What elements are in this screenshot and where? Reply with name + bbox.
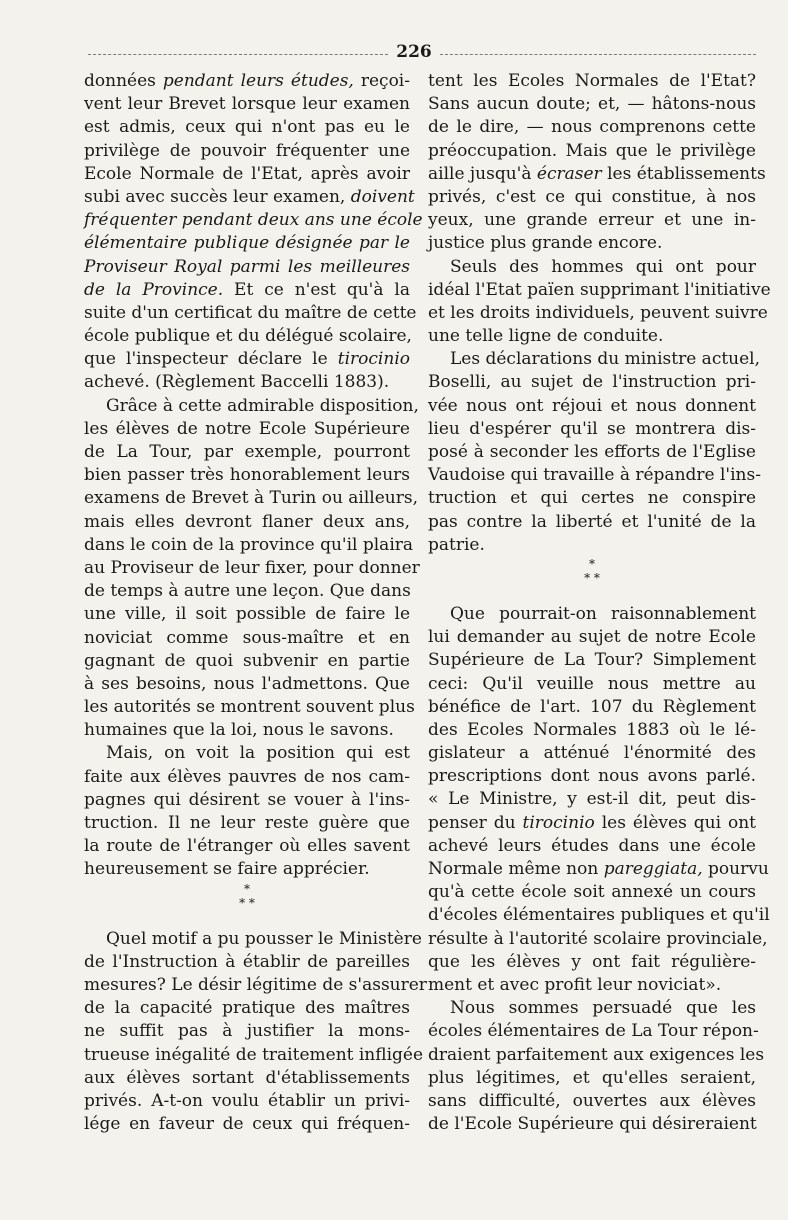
text-line: dans le coin de la province qu'il plaira [84, 534, 414, 555]
text-line: Supérieure de La Tour? Simplement [428, 650, 756, 671]
text-line: résulte à l'autorité scolaire provinciale, [428, 928, 768, 949]
text-line: vée nous ont réjoui et nous donnent [428, 395, 756, 416]
text-line: « Le Ministre, y est-il dit, peut dis- [428, 789, 756, 810]
text-line: privilège de pouvoir fréquenter une [84, 140, 410, 161]
text-line: pagnes qui désirent se vouer à l'ins- [84, 789, 410, 810]
section-separator: * * * [239, 881, 255, 910]
text-line: Quel motif a pu pousser le Ministère [106, 928, 422, 949]
text-line: Vaudoise qui travaille à répandre l'ins- [428, 465, 761, 486]
text-line: qu'à cette école soit annexé un cours [428, 882, 756, 903]
text-line: Nous sommes persuadé que les [450, 998, 756, 1019]
text-line: élémentaire publique désignée par le [84, 233, 410, 254]
text-line: idéal l'Etat païen supprimant l'initiative [428, 279, 771, 300]
text-line: de la capacité pratique des maîtres [84, 998, 410, 1019]
text-line: données pendant leurs études, reçoi- [84, 71, 410, 91]
text-line: faite aux élèves pauvres de nos cam- [84, 766, 410, 787]
text-line: les élèves de notre Ecole Supérieure [84, 418, 410, 439]
text-line: d'écoles élémentaires publiques et qu'il [428, 905, 770, 926]
text-line: lui demander au sujet de notre Ecole [428, 627, 756, 648]
text-line: noviciat comme sous-maître et en [84, 627, 410, 648]
text-line: les autorités se montrent souvent plus [84, 697, 415, 718]
text-line: patrie. [428, 534, 485, 555]
text-line: préoccupation. Mais que le privilège [428, 140, 756, 161]
text-line: de l'Instruction à établir de pareilles [84, 951, 410, 972]
text-line: Seuls des hommes qui ont pour [450, 256, 756, 277]
text-line: écoles élémentaires de La Tour répon- [428, 1021, 759, 1042]
text-line: Les déclarations du ministre actuel, [450, 349, 761, 370]
text-line: fréquenter pendant deux ans une école [84, 210, 423, 231]
page-number: 226 [396, 42, 432, 62]
text-line: Boselli, au sujet de l'instruction pri- [428, 372, 756, 393]
text-line: que les élèves y ont fait régulière- [428, 951, 756, 972]
text-line: à ses besoins, nous l'admettons. Que [84, 673, 410, 694]
text-line: ment et avec profit leur noviciat». [428, 974, 722, 995]
text-line: mesures? Le désir légitime de s'assurer [84, 974, 427, 995]
text-line: que l'inspecteur déclare le tirocinio [84, 349, 410, 370]
text-line: la route de l'étranger où elles savent [84, 836, 410, 857]
header-rule-right [440, 54, 756, 55]
text-line: justice plus grande encore. [428, 233, 663, 254]
text-line: mais elles devront flaner deux ans, [84, 511, 410, 532]
text-line: humaines que la loi, nous le savons. [84, 720, 394, 741]
text-line: trueuse inégalité de traitement infligée [84, 1044, 424, 1065]
text-line: Proviseur Royal parmi les meilleures [84, 256, 410, 277]
text-line: heureusement se faire apprécier. [84, 859, 370, 880]
text-line: de l'Ecole Supérieure qui désireraient [428, 1114, 757, 1135]
text-line: truction. Il ne leur reste guère que [84, 813, 410, 833]
text-line: Que pourrait-on raisonnablement [450, 603, 756, 624]
text-line: suite d'un certificat du maître de cette [84, 302, 417, 323]
text-line: de le dire, — nous comprenons cette [428, 117, 756, 138]
text-line: plus légitimes, et qu'elles seraient, [428, 1067, 756, 1088]
text-line: draient parfaitement aux exigences les [428, 1044, 765, 1065]
text-line: truction et qui certes ne conspire [428, 488, 756, 509]
text-line: une ville, il soit possible de faire le [84, 604, 410, 625]
text-line: subi avec succès leur examen, doivent [84, 186, 415, 207]
text-line: sans difficulté, ouvertes aux élèves [428, 1090, 756, 1111]
text-line: yeux, une grande erreur et une in- [428, 210, 756, 231]
left-column [84, 70, 427, 1136]
header-rule-left [88, 54, 388, 55]
text-line: école publique et du délégué scolaire, [84, 326, 412, 347]
text-line: examens de Brevet à Turin ou ailleurs, [84, 488, 419, 509]
text-line: au Proviseur de leur fixer, pour donner [84, 557, 420, 578]
text-line: aille jusqu'à écraser les établissements [428, 163, 766, 184]
text-line: achevé. (Règlement Baccelli 1883). [84, 372, 390, 393]
text-line: ceci: Qu'il veuille nous mettre au [428, 673, 756, 694]
text-line: Mais, on voit la position qui est [106, 743, 410, 764]
text-line: prescriptions dont nous avons parlé. [428, 766, 756, 787]
text-line: achevé leurs études dans une école [428, 835, 756, 856]
text-line: Ecole Normale de l'Etat, après avoir [84, 163, 410, 184]
text-line: de La Tour, par exemple, pourront [84, 442, 410, 462]
text-line: gislateur a atténué l'énormité des [428, 743, 756, 764]
text-line: pas contre la liberté et l'unité de la [428, 511, 756, 532]
text-line: de temps à autre une leçon. Que dans [84, 581, 411, 602]
section-separator: * * * [584, 556, 600, 585]
text-line: de la Province. Et ce n'est qu'à la [84, 279, 410, 300]
text-line: vent leur Brevet lorsque leur examen [84, 94, 410, 115]
text-line: est admis, ceux qui n'ont pas eu le [84, 117, 410, 138]
text-line: tent les Ecoles Normales de l'Etat? [428, 71, 756, 91]
text-line: des Ecoles Normales 1883 où le lé- [428, 719, 756, 740]
text-line: lieu d'espérer qu'il se montrera dis- [428, 418, 756, 439]
text-line: bénéfice de l'art. 107 du Règlement [428, 696, 756, 717]
text-line: bien passer très honorablement leurs [84, 465, 410, 486]
text-line: privés. A-t-on voulu établir un privi- [84, 1090, 410, 1111]
text-line: privés, c'est ce qui constitue, à nos [428, 186, 756, 207]
text-line: Normale même non pareggiata, pourvu [428, 859, 769, 879]
right-column [428, 70, 771, 1136]
text-line: Sans aucun doute; et, — hâtons-nous [428, 94, 756, 115]
text-line: et les droits individuels, peuvent suivre [428, 302, 768, 323]
text-line: lége en faveur de ceux qui fréquen- [84, 1114, 410, 1135]
text-line: penser du tirocinio les élèves qui ont [428, 812, 756, 833]
text-line: ne suffit pas à justifier la mons- [84, 1021, 410, 1042]
text-line: une telle ligne de conduite. [428, 326, 664, 347]
text-line: aux élèves sortant d'établissements [84, 1067, 410, 1088]
text-line: Grâce à cette admirable disposition, [106, 395, 419, 416]
text-line: posé à seconder les efforts de l'Eglise [428, 442, 756, 462]
text-line: gagnant de quoi subvenir en partie [84, 650, 410, 671]
page-header [84, 42, 764, 66]
